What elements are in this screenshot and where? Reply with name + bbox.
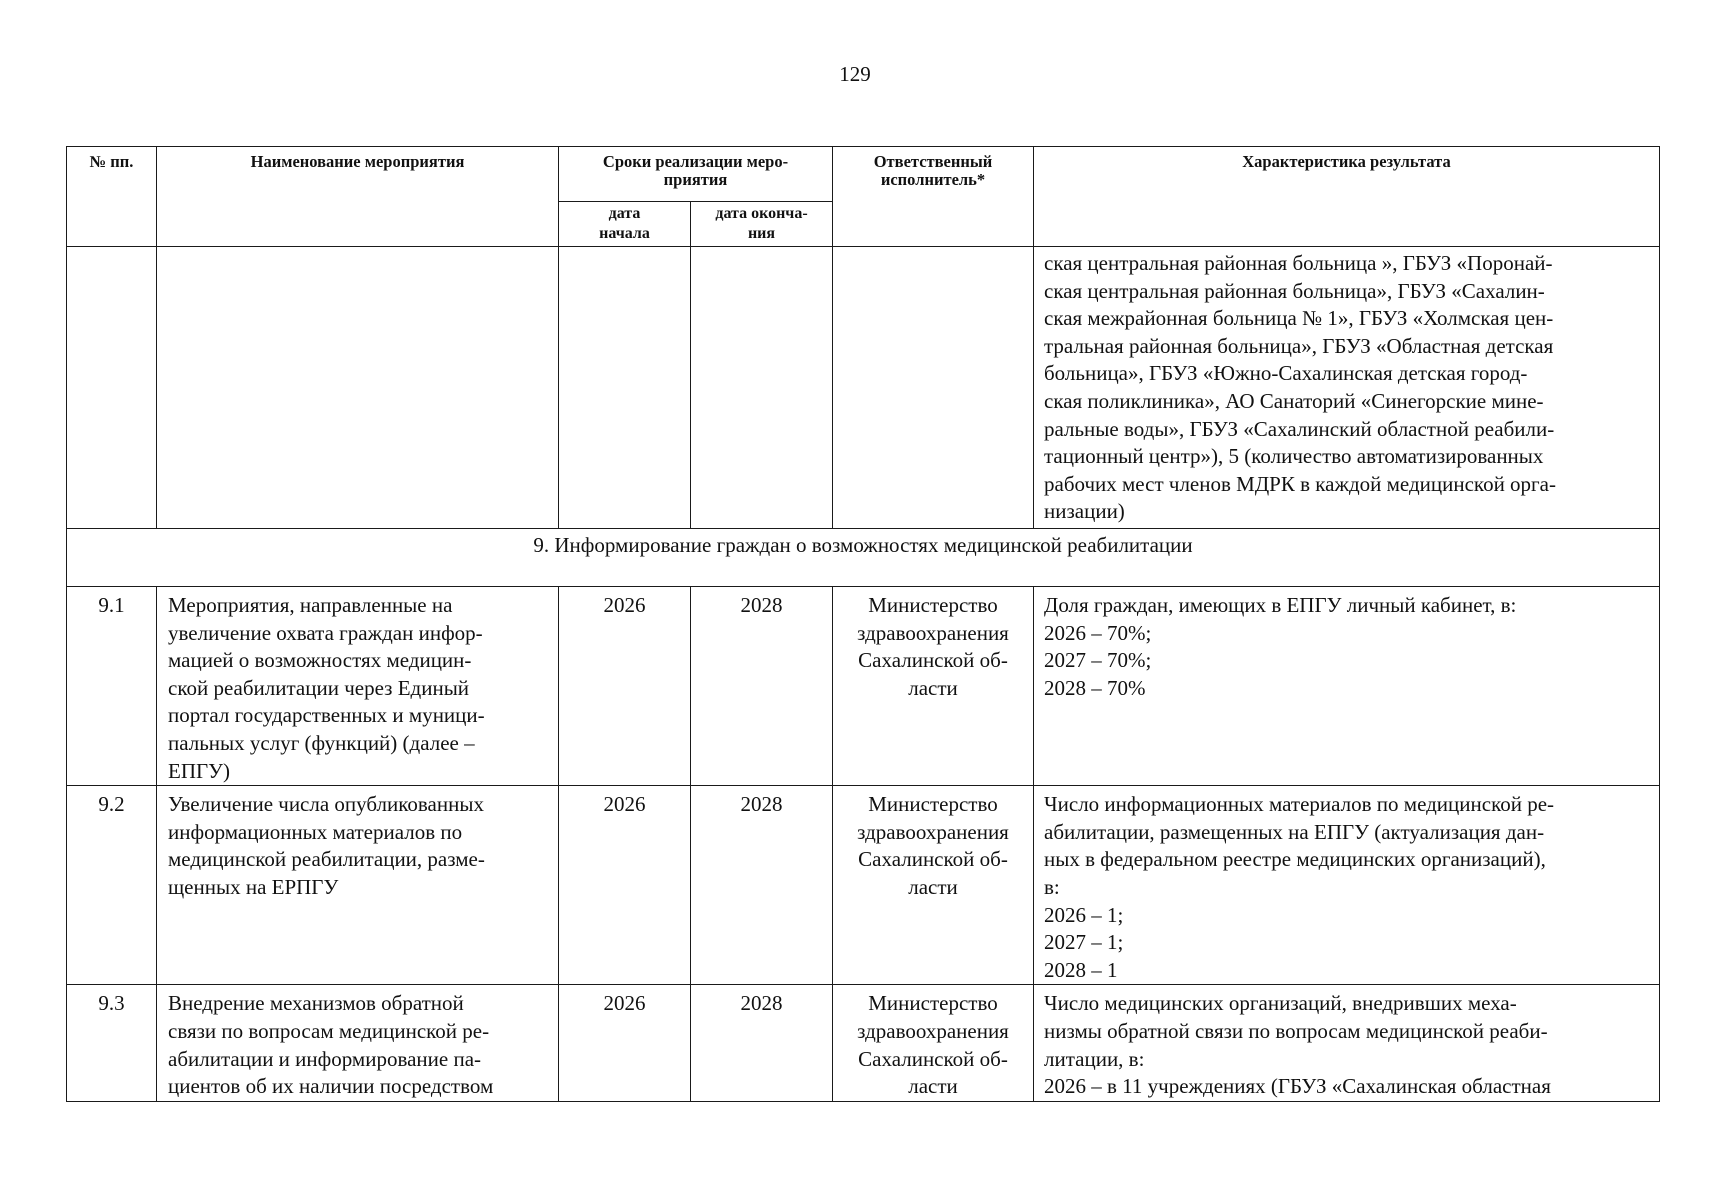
responsible-line: Сахалинской об-: [858, 648, 1008, 673]
result-characteristic: [1034, 985, 1660, 1101]
activities-table: [66, 146, 1660, 1102]
name-line: абилитации и информирование па-: [168, 1046, 482, 1071]
responsible-line: здравоохранения: [857, 620, 1009, 645]
result-characteristic: [1034, 587, 1660, 786]
name-line: щенных на ЕРПГУ: [168, 874, 339, 899]
continuation-row: [67, 247, 1660, 529]
responsible-line: Сахалинской об-: [858, 847, 1008, 872]
header-responsible-line: Ответственный: [873, 152, 993, 171]
header-period-line: приятия: [663, 170, 728, 189]
result-line: литации, в:: [1044, 1046, 1145, 1071]
header-end-line: дата оконча-: [715, 205, 808, 222]
result-line: абилитации, размещенных на ЕПГУ (актуализация дан-: [1044, 819, 1545, 844]
name-line: информационных материалов по: [168, 819, 463, 844]
result-line: рабочих мест членов МДРК в каждой медицинской орга-: [1044, 471, 1556, 496]
responsible-line: Министерство: [868, 792, 998, 817]
header-responsible-line: исполнитель*: [880, 170, 986, 189]
row-number: 9.3: [67, 985, 157, 1101]
table-row: [67, 587, 1660, 786]
result-line: ская центральная районная больница», ГБУЗ «Сахалин-: [1044, 278, 1545, 303]
section-row: [67, 529, 1660, 587]
result-line: ская поликлиника», АО Санаторий «Синегорские мине-: [1044, 388, 1544, 413]
row-number: 9.2: [67, 786, 157, 985]
start-year: 2026: [559, 985, 691, 1101]
activity-name: [157, 587, 559, 786]
result-line: в:: [1044, 874, 1060, 899]
name-line: Внедрение механизмов обратной: [168, 991, 464, 1016]
responsible-line: ласти: [908, 1074, 958, 1099]
header-period-line: Сроки реализации меро-: [602, 152, 789, 171]
result-line: 2028 – 1: [1044, 957, 1118, 982]
result-line: ская межрайонная больница № 1», ГБУЗ «Холмская цен-: [1044, 306, 1554, 331]
responsible-line: Сахалинской об-: [858, 1046, 1008, 1071]
result-line: ных в федеральном реестре медицинских организаций),: [1044, 847, 1546, 872]
header-period: [559, 147, 833, 202]
responsible-executor: [833, 985, 1034, 1101]
result-line: ская центральная районная больница », ГБУЗ «Поронай-: [1044, 251, 1553, 275]
page-number: 129: [839, 62, 871, 86]
result-line: 2027 – 70%;: [1044, 648, 1152, 673]
empty-cell: [691, 247, 833, 529]
result-line: ральные воды», ГБУЗ «Сахалинский областной реабили-: [1044, 416, 1555, 441]
end-year: 2028: [691, 587, 833, 786]
name-line: мацией о возможностях медицин-: [168, 648, 472, 673]
name-line: ской реабилитации через Единый: [168, 675, 470, 700]
header-end-line: ния: [747, 225, 776, 242]
header-start-line: начала: [599, 225, 650, 242]
header-number: № пп.: [67, 147, 157, 247]
name-line: циентов об их наличии посредством: [168, 1074, 494, 1099]
result-line: Доля граждан, имеющих в ЕПГУ личный кабинет, в:: [1044, 593, 1517, 617]
empty-cell: [67, 247, 157, 529]
responsible-line: ласти: [908, 874, 958, 899]
result-line: низмы обратной связи по вопросам медицинской реаби-: [1044, 1018, 1548, 1043]
end-year: 2028: [691, 786, 833, 985]
responsible-line: здравоохранения: [857, 819, 1009, 844]
result-line: тральная районная больница», ГБУЗ «Областная детская: [1044, 333, 1554, 358]
result-line: Число информационных материалов по медицинской ре-: [1044, 792, 1555, 817]
result-line: 2026 – 1;: [1044, 902, 1124, 927]
responsible-line: ласти: [908, 675, 958, 700]
result-line: Число медицинских организаций, внедривших меха-: [1044, 991, 1517, 1016]
start-year: 2026: [559, 786, 691, 985]
name-line: связи по вопросам медицинской ре-: [168, 1018, 490, 1043]
activity-name: [157, 786, 559, 985]
responsible-line: Министерство: [868, 991, 998, 1016]
name-line: Увеличение числа опубликованных: [168, 792, 484, 817]
name-line: увеличение охвата граждан инфор-: [168, 620, 483, 645]
table-row: [67, 786, 1660, 985]
header-result: Характеристика результата: [1034, 147, 1660, 247]
header-responsible: [833, 147, 1034, 247]
result-line: низации): [1044, 499, 1125, 524]
name-line: портал государственных и муници-: [168, 703, 485, 728]
name-line: ЕПГУ): [168, 758, 230, 783]
result-characteristic: [1034, 786, 1660, 985]
section-title: 9. Информирование граждан о возможностях медицинской реабилитации: [67, 529, 1660, 587]
empty-cell: [833, 247, 1034, 529]
result-line: больница», ГБУЗ «Южно-Сахалинская детская город-: [1044, 361, 1528, 386]
responsible-line: здравоохранения: [857, 1018, 1009, 1043]
empty-cell: [559, 247, 691, 529]
responsible-line: Министерство: [868, 593, 998, 617]
header-start-line: дата: [608, 205, 641, 222]
header-start-date: [559, 202, 691, 247]
start-year: 2026: [559, 587, 691, 786]
result-line: 2027 – 1;: [1044, 930, 1124, 955]
name-line: Мероприятия, направленные на: [168, 593, 453, 617]
result-line: 2028 – 70%: [1044, 675, 1146, 700]
header-activity-name: Наименование мероприятия: [157, 147, 559, 247]
continued-result-cell: [1034, 247, 1660, 529]
activity-name: [157, 985, 559, 1101]
result-line: 2026 – в 11 учреждениях (ГБУЗ «Сахалинская областная: [1044, 1074, 1551, 1099]
row-number: 9.1: [67, 587, 157, 786]
name-line: пальных услуг (функций) (далее –: [168, 730, 475, 755]
result-line: тационный центр»), 5 (количество автоматизированных: [1044, 444, 1544, 469]
empty-cell: [157, 247, 559, 529]
end-year: 2028: [691, 985, 833, 1101]
responsible-executor: [833, 786, 1034, 985]
responsible-executor: [833, 587, 1034, 786]
name-line: медицинской реабилитации, разме-: [168, 847, 485, 872]
table-row: [67, 985, 1660, 1101]
header-end-date: [691, 202, 833, 247]
result-line: 2026 – 70%;: [1044, 620, 1152, 645]
